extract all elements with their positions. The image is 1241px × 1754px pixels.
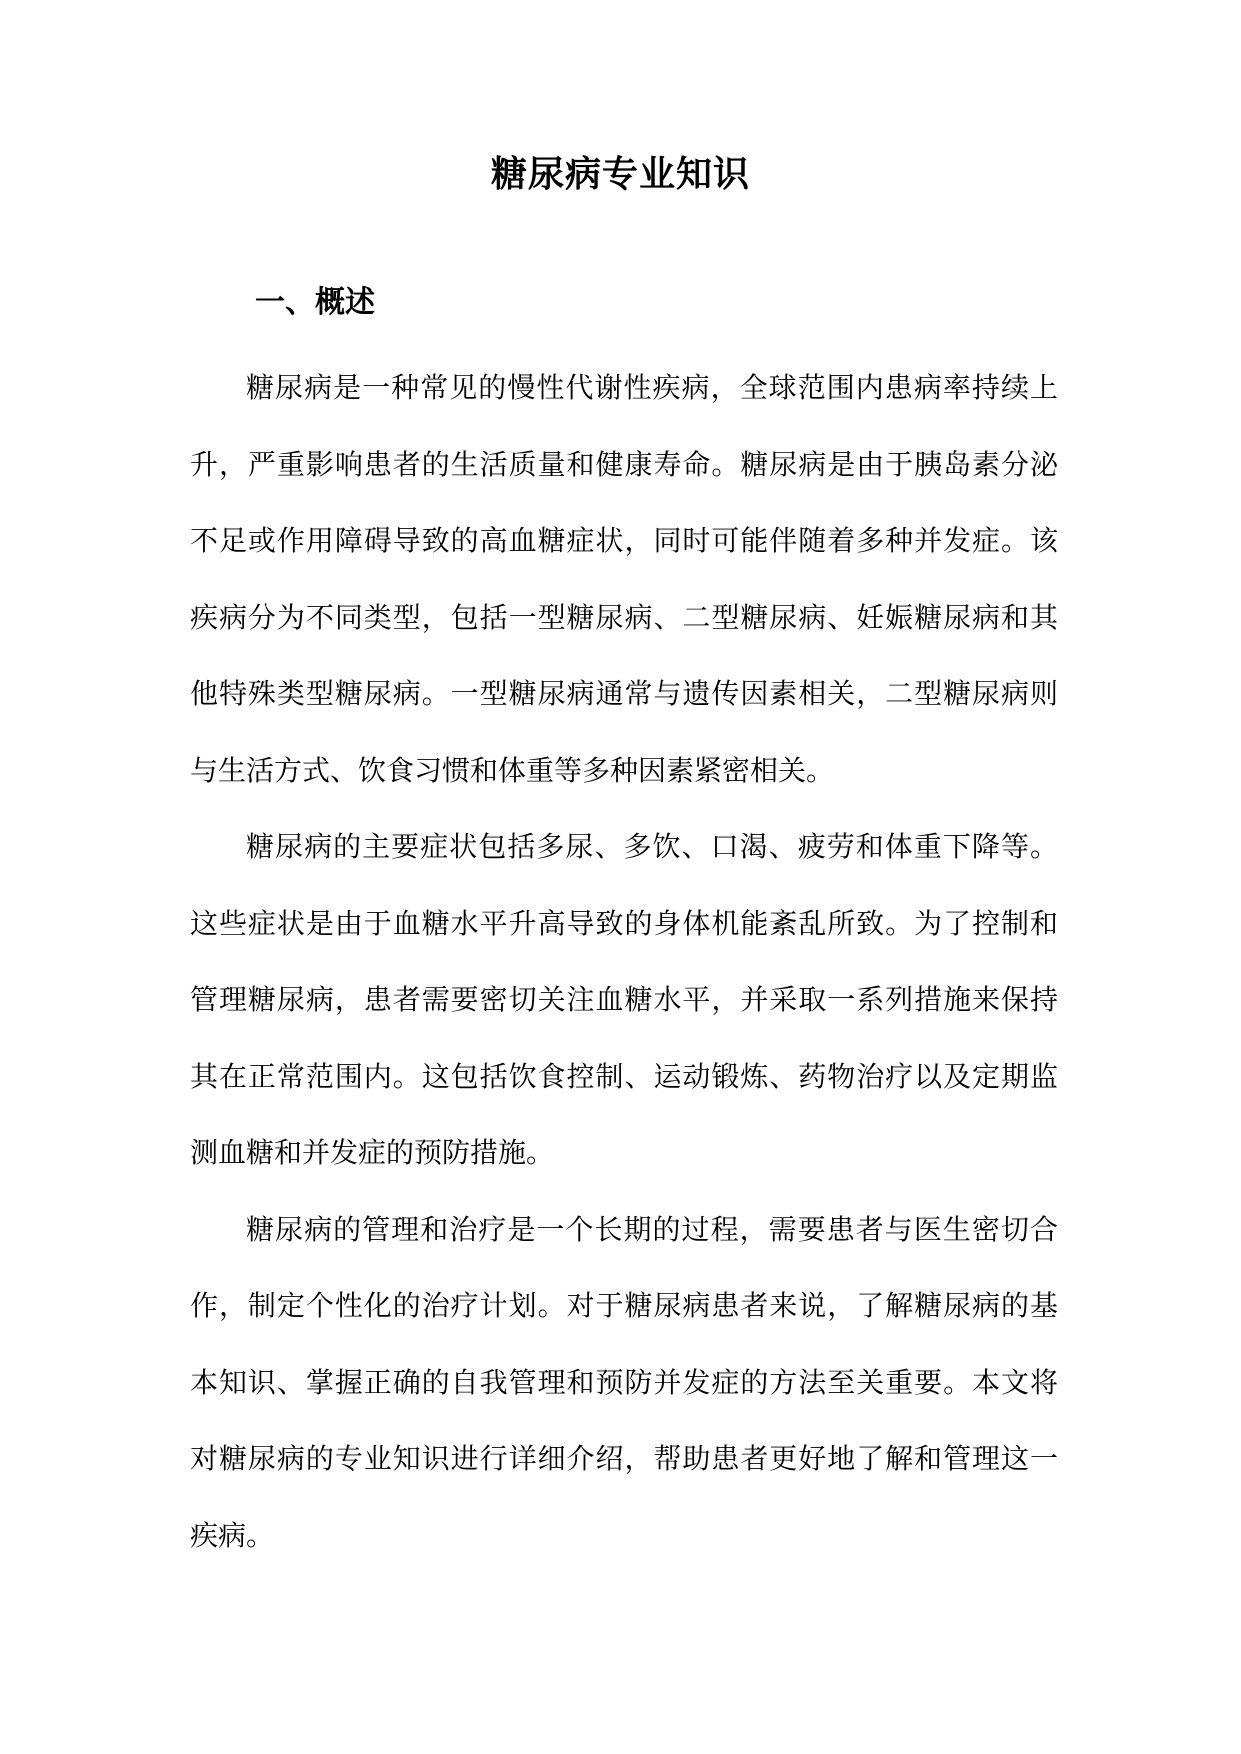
paragraph-line: 疾病。 <box>190 1518 275 1552</box>
paragraph-line: 与生活方式、饮食习惯和体重等多种因素紧密相关。 <box>190 753 835 787</box>
paragraph-1 <box>190 368 1058 827</box>
paragraph-3 <box>190 1210 1058 1593</box>
paragraph-line: 糖尿病是一种常见的慢性代谢性疾病，全球范围内患病率持续上 <box>246 371 1058 404</box>
paragraph-line: 他特殊类型糖尿病。一型糖尿病通常与遗传因素相关，二型糖尿病则 <box>190 677 1058 710</box>
paragraph-line: 这些症状是由于血糖水平升高导致的身体机能紊乱所致。为了控制和 <box>190 906 1058 940</box>
section-heading: 一、概述 <box>255 285 375 320</box>
paragraph-line: 本知识、掌握正确的自我管理和预防并发症的方法至关重要。本文将 <box>190 1365 1058 1399</box>
body-text <box>190 368 1058 1592</box>
paragraph-line: 糖尿病的主要症状包括多尿、多饮、口渴、疲劳和体重下降等。 <box>246 830 1058 863</box>
paragraph-line: 升，严重影响患者的生活质量和健康寿命。糖尿病是由于胰岛素分泌 <box>190 447 1058 481</box>
paragraph-line: 管理糖尿病，患者需要密切关注血糖水平，并采取一系列措施来保持 <box>190 983 1058 1016</box>
paragraph-line: 糖尿病的管理和治疗是一个长期的过程，需要患者与医生密切合 <box>246 1212 1058 1246</box>
paragraph-line: 疾病分为不同类型，包括一型糖尿病、二型糖尿病、妊娠糖尿病和其 <box>190 600 1058 634</box>
paragraph-line: 测血糖和并发症的预防措施。 <box>190 1136 555 1169</box>
paragraph-line: 不足或作用障碍导致的高血糖症状，同时可能伴随着多种并发症。该 <box>190 524 1058 557</box>
paragraph-2 <box>190 827 1058 1210</box>
document-title: 糖尿病专业知识 <box>490 154 750 195</box>
paragraph-line: 其在正常范围内。这包括饮食控制、运动锻炼、药物治疗以及定期监 <box>190 1059 1058 1093</box>
paragraph-line: 作，制定个性化的治疗计划。对于糖尿病患者来说，了解糖尿病的基 <box>190 1289 1058 1322</box>
paragraph-line: 对糖尿病的专业知识进行详细介绍，帮助患者更好地了解和管理这一 <box>190 1442 1058 1475</box>
